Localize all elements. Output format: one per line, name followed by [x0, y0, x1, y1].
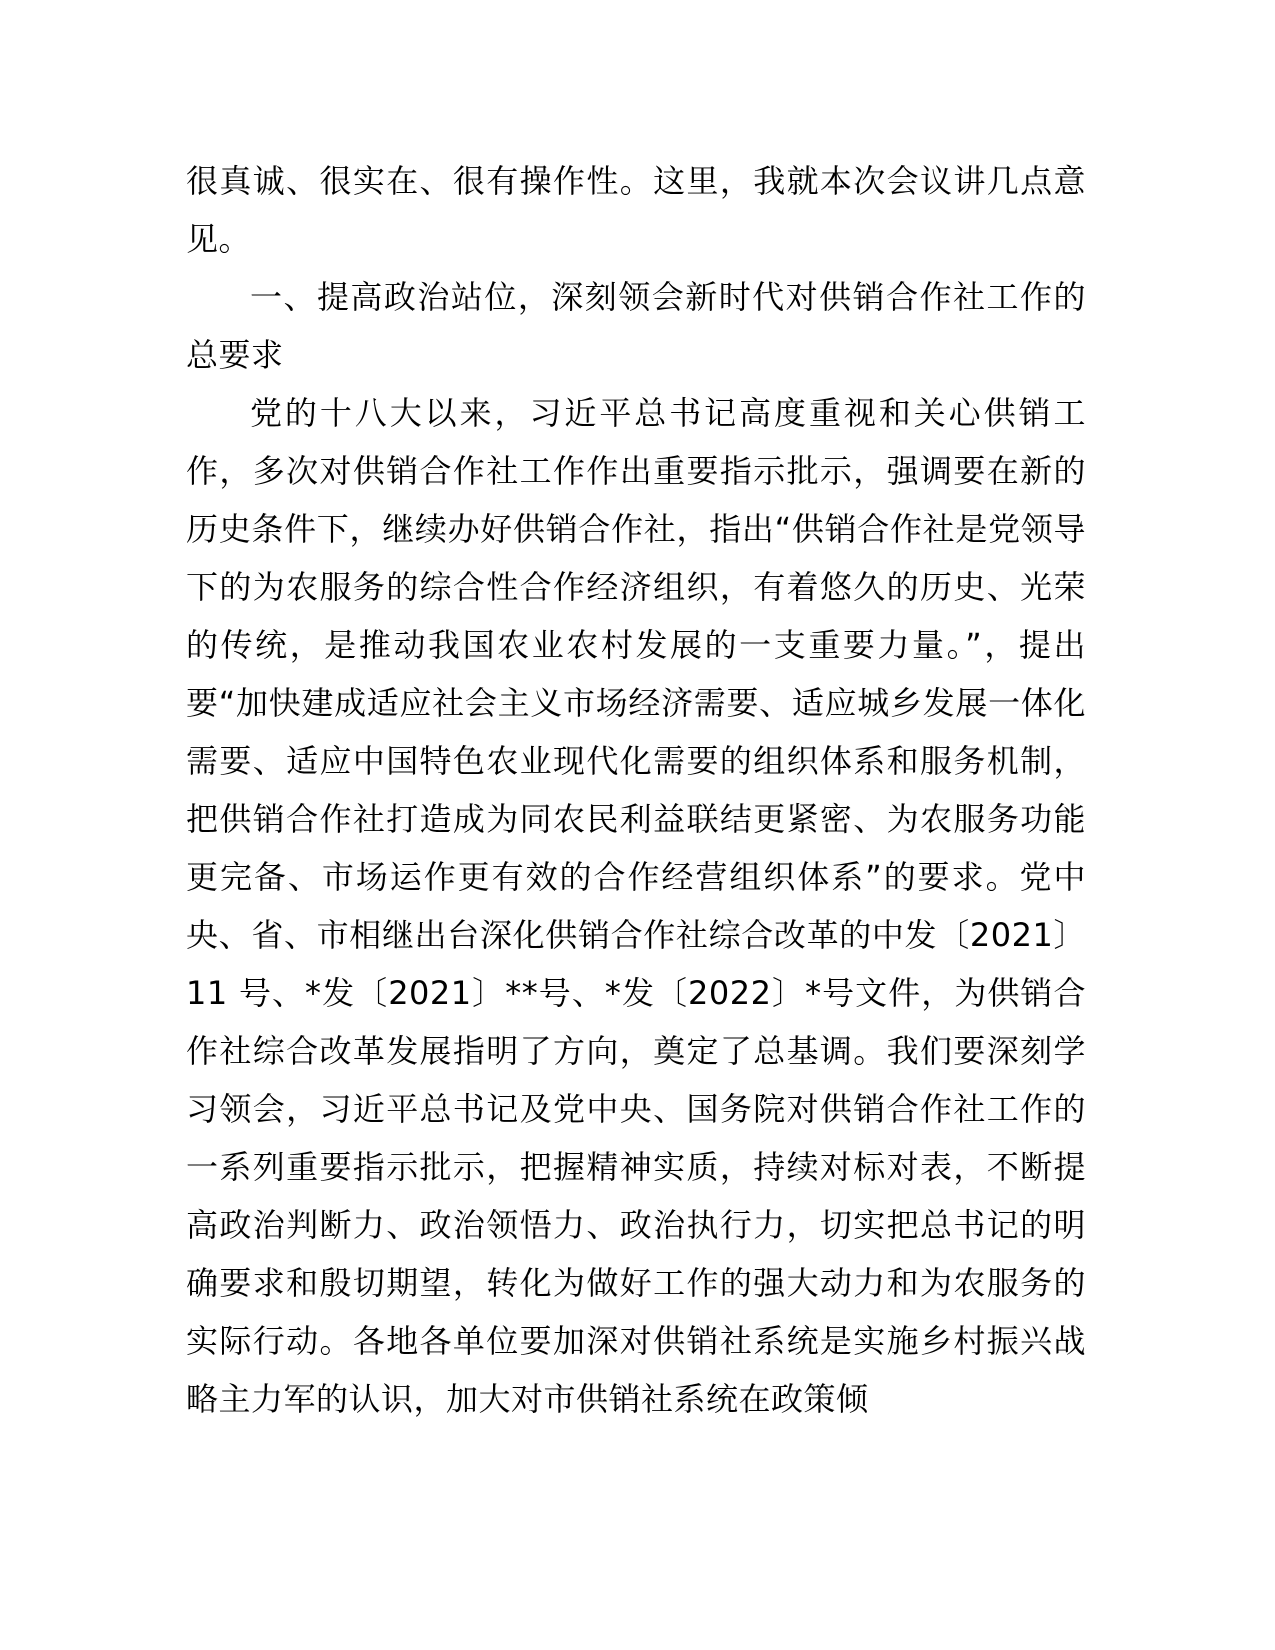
document-body: [186, 152, 1086, 1428]
section-heading: 一、提高政治站位，深刻领会新时代对供销合作社工作的总要求: [186, 278, 1086, 374]
paragraph-body: 党的十八大以来，习近平总书记高度重视和关心供销工作，多次对供销合作社工作作出重要指示批示，强调要在新的历史条件下，继续办好供销合作社，指出“供销合作社是党领导下的为农服务的综合性合作经济组织，有着悠久的历史、光荣的传统，是推动我国农业农村发展的一支重要力量。”，提出要“加快建成适应社会主义市场经济需要、适应城乡发展一体化需要、适应中国特色农业现代化需要的组织体系和服务机制，把供销合作社打造成为同农民利益联结更紧密、为农服务功能更完备、市场运作更有效的合作经营组织体系”的要求。党中央、省、市相继出台深化供销合作社综合改革的中发〔2021〕11 号、*发〔2021〕**号、*发〔2022〕*号文件，为供销合作社综合改革发展指明了方向，奠定了总基调。我们要深刻学习领会，习近平总书记及党中央、国务院对供销合作社工作的一系列重要指示批示，把握精神实质，持续对标对表，不断提高政治判断力、政治领悟力、政治执行力，切实把总书记的明确要求和殷切期望，转化为做好工作的强大动力和为农服务的实际行动。各地各单位要加深对供销社系统是实施乡村振兴战略主力军的认识，加大对市供销社系统在政策倾: [186, 394, 1086, 1418]
paragraph-opening: 很真诚、很实在、很有操作性。这里，我就本次会议讲几点意见。: [186, 162, 1086, 258]
